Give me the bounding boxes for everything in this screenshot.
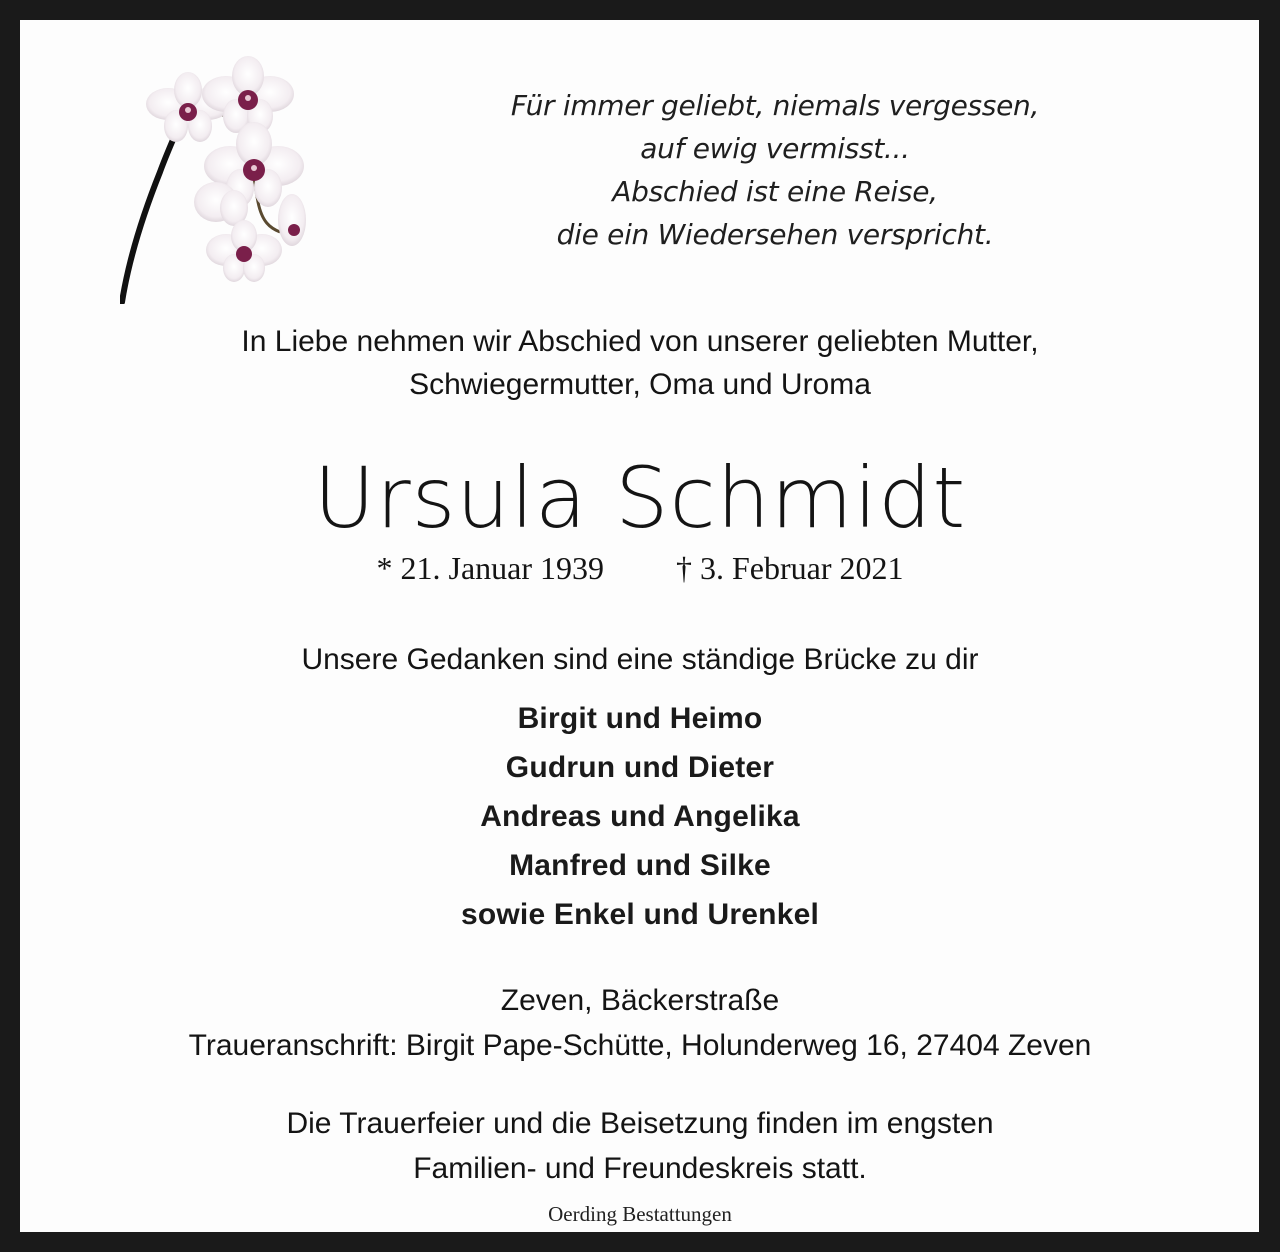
family-member: Andreas und Angelika: [480, 800, 800, 833]
poem-line: die ein Wiedersehen verspricht.: [556, 218, 994, 251]
death-date: † 3. Februar 2021: [676, 550, 904, 586]
poem-line: Abschied ist eine Reise,: [612, 175, 938, 208]
poem-line: auf ewig vermisst...: [640, 132, 910, 165]
orchid-illustration: [120, 52, 340, 304]
intro-line: Schwiegermutter, Oma und Uroma: [409, 368, 871, 401]
thoughts-text: Unsere Gedanken sind eine ständige Brücke zu dir: [301, 643, 979, 676]
family-member: Manfred und Silke: [509, 849, 771, 882]
family-member: Birgit und Heimo: [517, 702, 763, 735]
poem-line: Für immer geliebt, niemals vergessen,: [510, 89, 1040, 122]
service-line: Die Trauerfeier und die Beisetzung finden im engsten: [286, 1107, 994, 1140]
poem: [440, 84, 1110, 256]
intro-line: In Liebe nehmen wir Abschied von unserer geliebten Mutter,: [241, 325, 1039, 358]
family-member: Gudrun und Dieter: [505, 751, 775, 784]
family-member: sowie Enkel und Urenkel: [460, 898, 820, 931]
family-list: [0, 694, 1280, 939]
intro-text: [0, 320, 1280, 406]
undertaker-credit: Oerding Bestattungen: [548, 1202, 732, 1226]
place-line: Zeven, Bäckerstraße: [500, 984, 780, 1017]
address-block: [0, 978, 1280, 1068]
mourning-address: Traueranschrift: Birgit Pape-Schütte, Holunderweg 16, 27404 Zeven: [188, 1029, 1092, 1062]
birth-date: * 21. Januar 1939: [376, 550, 604, 586]
life-dates: [0, 548, 1280, 588]
service-info: [0, 1101, 1280, 1191]
deceased-name: Ursula Schmidt: [313, 449, 967, 547]
service-line: Familien- und Freundeskreis statt.: [413, 1152, 867, 1185]
